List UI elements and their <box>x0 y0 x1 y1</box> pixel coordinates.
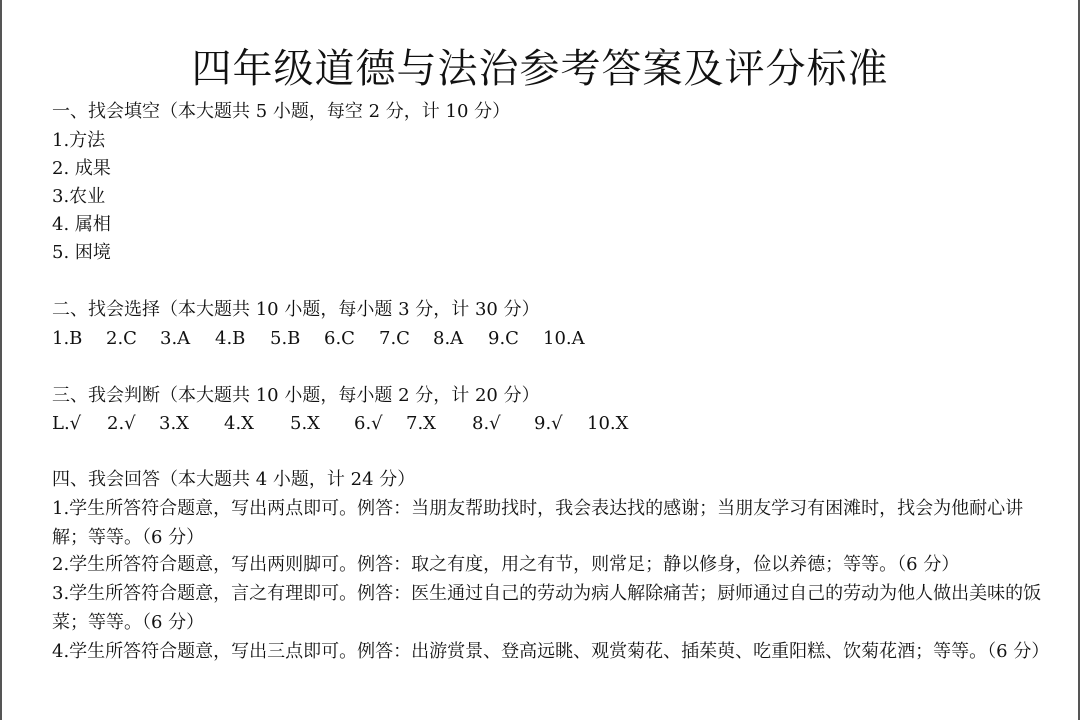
section2-answer: 2.C <box>106 328 137 349</box>
section2-answer: 6.C <box>324 328 355 349</box>
section4-item-4: 4.学生所答符合题意，写出三点即可。例答：出游赏景、登高远眺、观赏菊花、插茱萸、吃重阳糕、饮菊花酒；等等。（6 分） <box>52 641 1050 662</box>
section1-item-5: 5. 困境 <box>52 242 111 263</box>
section2-answer: 5.B <box>270 328 301 349</box>
section2-answer: 1.B <box>52 328 83 349</box>
section3-answer: 10.X <box>587 413 629 434</box>
section4-item-1: 1.学生所答符合题意，写出两点即可。例答：当朋友帮助找时，我会表达找的感谢；当朋友学习有困滩时，找会为他耐心讲解；等等。（6 分） <box>52 498 1024 548</box>
section3-answer: 3.X <box>159 413 189 434</box>
section1-item-3: 3.农业 <box>52 186 106 207</box>
section3-answer: 9.√ <box>534 413 563 434</box>
section4-heading: 四、我会回答（本大题共 4 小题，计 24 分） <box>52 469 416 490</box>
section2-heading: 二、找会选择（本大题共 10 小题，每小题 3 分，计 30 分） <box>52 299 540 320</box>
section1-heading: 一、找会填空（本大题共 5 小题，每空 2 分，计 10 分） <box>52 101 511 122</box>
section3-answer: L.√ <box>52 413 82 434</box>
page-title: 四年级道德与法治参考答案及评分标准 <box>191 46 889 92</box>
section2-answer: 3.A <box>160 328 191 349</box>
section2-answer: 8.A <box>433 328 464 349</box>
section3-answer: 7.X <box>406 413 436 434</box>
section1-item-4: 4. 属相 <box>52 214 111 235</box>
section3-answer: 6.√ <box>354 413 383 434</box>
section3-answer: 2.√ <box>107 413 136 434</box>
section2-answer: 10.A <box>543 328 585 349</box>
section2-answer: 7.C <box>379 328 410 349</box>
section3-heading: 三、我会判断（本大题共 10 小题，每小题 2 分，计 20 分） <box>52 385 540 406</box>
section1-item-1: 1.方法 <box>52 130 106 151</box>
section3-answer: 4.X <box>224 413 254 434</box>
section3-answer: 8.√ <box>472 413 501 434</box>
section1-item-2: 2. 成果 <box>52 158 111 179</box>
section2-answer: 9.C <box>488 328 519 349</box>
section4-item-3: 3.学生所答符合题意，言之有理即可。例答：医生通过自己的劳动为病人解除痛苦；厨师通过自己的劳动为他人做出美味的饭菜；等等。（6 分） <box>52 583 1042 633</box>
page-left-border <box>0 0 2 720</box>
section2-answer: 4.B <box>215 328 246 349</box>
section3-answer: 5.X <box>290 413 320 434</box>
section4-item-2: 2.学生所答符合题意，写出两则脚可。例答：取之有度，用之有节，则常足；静以修身，俭以养德；等等。（6 分） <box>52 554 960 575</box>
